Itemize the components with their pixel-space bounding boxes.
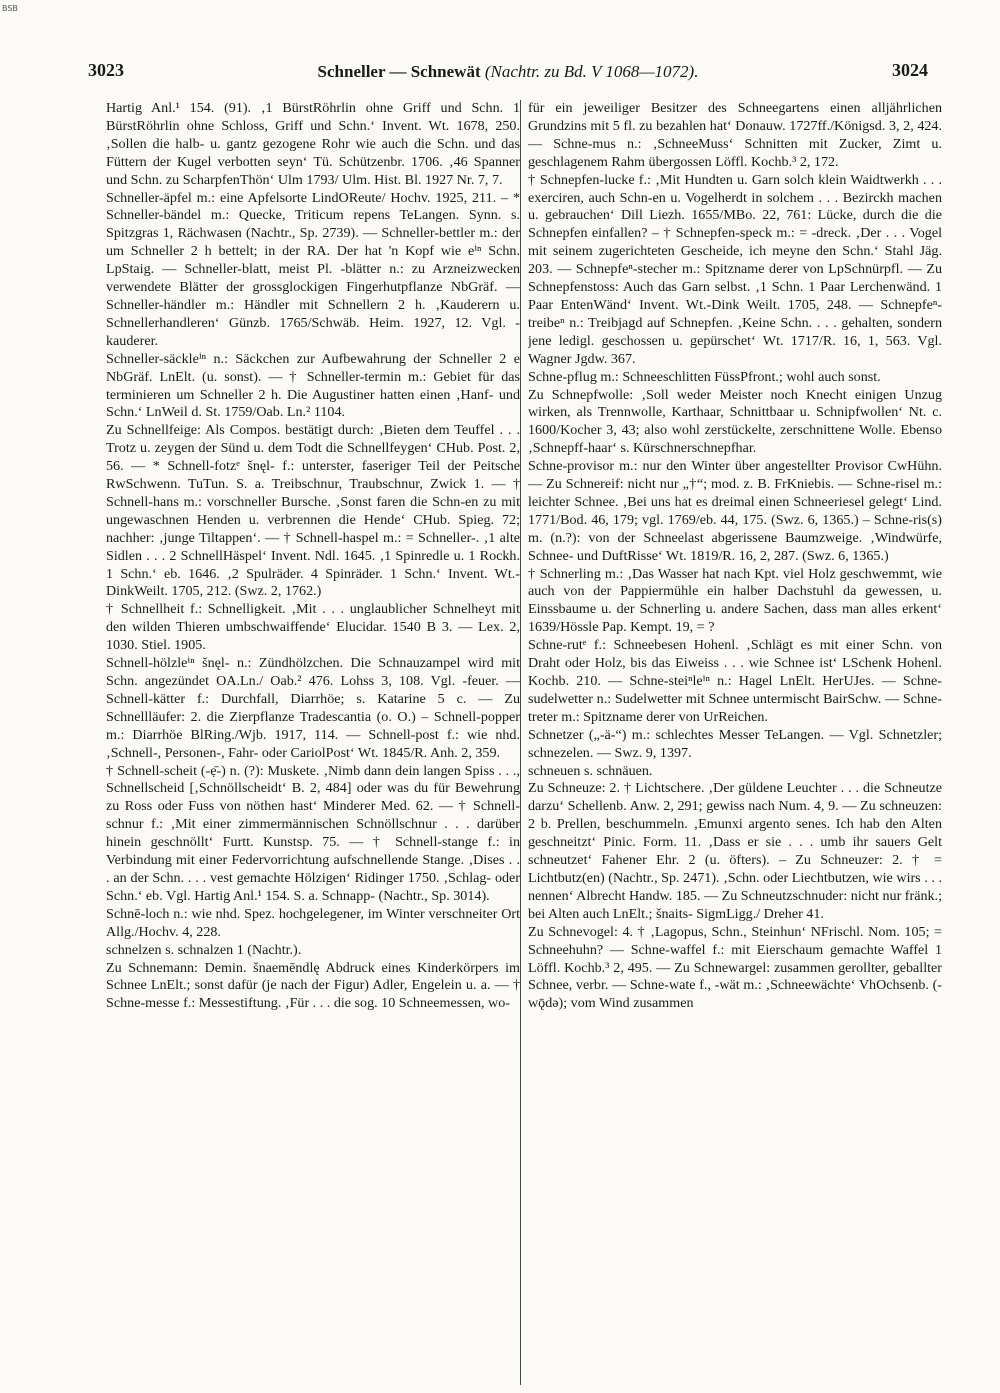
entry-paragraph: Schnell-hölzleⁱⁿ šnęl- n.: Zündhölzchen. Die Schnauzampel wird mit Schn. angezündet OA.Ln./ Oab.² 476. Lohss 3, 108. Vgl. -feuer. — Schnell-kätter f.: Durchfall, Diarrhöe; s. Katarine 5 c. — Zu Schnellläufer: 2. die Zierpflanze Tradescantia (o. O.) – Schnell-popper m.: Diarrhöe BlRing./Wjb. 1917, 114. — Schnell-post f.: wie nhd. ‚Schnell-, Personen-, Fahr- oder CariolPost‘ Wt. 1845/R. Anh. 2, 359. bbox=[106, 655, 520, 761]
entry-paragraph: † Schnerling m.: ‚Das Wasser hat nach Kpt. viel Holz geschwemmt, wie auch von der Pappiermühle ein halber Dachstuhl da gewessen, u. Einssbaume u. der Schnerling u. andere Sachen, dass man alles erkent‘ 1639/Hössle Pap. Kempt. 19, = ? bbox=[528, 565, 942, 636]
library-stamp: BSB bbox=[2, 4, 18, 13]
entry-paragraph: Schne-provisor m.: nur den Winter über angestellter Provisor CwHühn. — Zu Schnereif: nicht nur „†“; mod. z. B. FrKniebis. — Schne-risel m.: leichter Schnee. ‚Bei uns hat es dreimal einen Schneeriesel gelegt‘ Lind. 1771/Bod. 46, 179; vgl. 1769/eb. 44, 175. (Swz. 6, 1365.) – Schne-ris(s) m. (n.?): von der Schneelast abgerissene Baumzweige. ‚Windwürfe, Schnee- und DuftRisse‘ Wt. 1819/R. 16, 2, 287. (Swz. 6, 1365.) bbox=[528, 458, 942, 564]
page-header bbox=[88, 60, 928, 84]
entry-paragraph: Zu Schnemann: Demin. šnaemēndlę Abdruck eines Kinderkörpers im Schnee LnElt.; sonst dafür (je nach der Figur) Adler, Engelein u. a. — † Schne-messe f.: Messestiftung. ‚Für . . . die sog. 10 Schneemessen, wo- bbox=[106, 959, 520, 1012]
running-title bbox=[88, 62, 928, 82]
entry-paragraph: Zu Schneuze: 2. † Lichtschere. ‚Der güldene Leuchter . . . die Schneutze darzu‘ Schellenb. Anw. 2, 291; gewiss nach Num. 4, 9. — Zu schneuzen: 2 b. Prellen, beschummeln. ‚Emunxi argento senes. Ich hab den Alten geschneitzt‘ Pinic. Form. 11. ‚Dass er sie . . . umb ihr sauers Gelt schneutzet‘ Fahener Ehr. 2 (u. öfters). – Zu Schneuzer: 2. † = Lichtbutz(en) (Nachtr., Sp. 2471). ‚Schn. oder Liechtbutzen, wie wirs . . . nennen‘ Albrecht Handw. 185. — Zu Schneutzschnuder: nicht nur fränk.; bei Alten auch LnElt.; šnaits- SigmLigg./ Dreher 41. bbox=[528, 780, 942, 922]
left-column bbox=[106, 100, 520, 1385]
entry-paragraph: Schne-rutᵉ f.: Schneebesen Hohenl. ‚Schlägt es mit einer Schn. von Draht oder Holz, bis das Eiweiss . . . wie Schnee ist‘ LSchenk Hohenl. Kochb. 210. — Schne-steiⁿleⁱⁿ n.: Hagel LnElt. HerUJes. — Schne-sudelwetter n.: Sudelwetter mit Schnee untermischt BairSchw. — Schne-treter m.: Spitzname derer von UrReichen. bbox=[528, 637, 942, 725]
entry-paragraph: schneuen s. schnäuen. bbox=[528, 762, 653, 779]
running-title-note: (Nachtr. zu Bd. V 1068—1072). bbox=[484, 62, 699, 81]
entry-paragraph: Schneller-säckleⁱⁿ n.: Säckchen zur Aufbewahrung der Schneller 2 e NbGräf. LnElt. (u. sonst). — † Schneller-termin m.: Gebiet für das terminieren um Schneller 2 h. Die Augustiner hatten einen ‚Hanf- und Schn.‘ LnWeil d. St. 1759/Oab. Ln.² 1104. bbox=[106, 350, 520, 421]
entry-paragraph: Schnē-loch n.: wie nhd. Spez. hochgelegener, im Winter verschneiter Ort Allg./Hochv. 4, 228. bbox=[106, 905, 520, 940]
entry-paragraph: für ein jeweiliger Besitzer des Schneegartens einen alljährlichen Grundzins mit 5 fl. zu bezahlen hat‘ Donauw. 1727ff./Königsd. 3, 2, 424. — Schne-mus n.: ‚SchneeMuss‘ Schnitten mit Zucker, Zimt u. geschlagenem Rahm übergossen Löffl. Kochb.³ 2, 172. bbox=[528, 100, 942, 170]
entry-paragraph: Schnetzer („-ä-“) m.: schlechtes Messer TeLangen. — Vgl. Schnetzler; schnezelen. — Swz. 9, 1397. bbox=[528, 726, 942, 761]
entry-paragraph: Schne-pflug m.: Schneeschlitten FüssPfront.; wohl auch sonst. bbox=[528, 368, 881, 385]
column-divider bbox=[520, 100, 521, 1385]
running-title-main: Schneller — Schnewät bbox=[317, 62, 481, 81]
right-column bbox=[528, 100, 942, 1385]
entry-paragraph: Hartig Anl.¹ 154. (91). ‚1 BürstRöhrlin ohne Griff und Schn. 1 BürstRöhrlin ohne Schloss, Griff und Schn.‘ Invent. Wt. 1678, 250. ‚Sollen die halb- u. gantz gezogene Rohr wie auch die Schn. und das Füttern der Kugel verbotten seyn‘ Tü. Schützenbr. 1706. ‚46 Spanner und Schn. zu ScharpfenThön‘ Ulm 1793/ Ulm. Hist. Bl. 1927 Nr. 7, 7. bbox=[106, 100, 520, 188]
page-number-right: 3024 bbox=[892, 60, 928, 80]
entry-paragraph: † Schnepfen-lucke f.: ‚Mit Hundten u. Garn solch klein Waidtwerkh . . . exerciren, auch Schn-en u. Vogelherdt in solchem . . . Bezirckh machen u. gebrauchen‘ Dill Liezh. 1655/MBo. 22, 761: Lücke, durch die die Schnepfen einfallen? – † Schnepfen-speck m.: = -dreck. ‚Der . . . Vogel mit seinem zugerichteten Gescheide, ich meyne den Schn.‘ Stahl Jäg. 203. — Schnepfeⁿ-stecher m.: Spitzname derer von LpSchnürpfl. — Zu Schnepfenstoss: Auch das Garn selbst. ‚1 Schn. 1 Paar Lerchenwänd. 1 Paar EntenWänd‘ Invent. Wt.-Dink Weilt. 1705, 248. — Schnepfeⁿ-treibeⁿ n.: Treibjagd auf Schnepfen. ‚Keine Schn. . . . gehalten, sondern jene ledigl. geschossen u. gepürschet‘ Wt. 1717/R. 16, 1, 563. Vgl. Wagner Jgdw. 367. bbox=[528, 171, 942, 367]
entry-paragraph: Zu Schnevogel: 4. † ‚Lagopus, Schn., Steinhun‘ NFrischl. Nom. 105; = Schneehuhn? — Schne-waffel f.: mit Eierschaum gemachte Waffel 1 Löffl. Kochb.³ 2, 495. — Zu Schnewargel: zusammen gerollter, geballter Schnee, verbr. — Schne-wate f., -wät m.: ‚Schneewächte‘ VhOchsenb. (-wǭdə); vom Wind zusammen bbox=[528, 923, 942, 1012]
entry-paragraph: † Schnell-scheit (-ẹ̄-) n. (?): Muskete. ‚Nimb dann dein langen Spiss . . ., Schnellscheid [‚Schnöllscheidt‘ B. 2, 484] oder was du für Bewehrung zu Ross oder Fuss von nöthen hast‘ Minderer Med. 62. — † Schnell-schnur f.: ‚Mit einer zimmermännischen Schnöllschnur . . . darüber hinein geschnöllt‘ Furtt. Kunstsp. 75. — † Schnell-stange f.: in Verbindung mit einer Federvorrichtung aufschnellende Stange. ‚Dises . . . an der Schn. . . . vest gemachte Hölzigen‘ Ridinger 1750. ‚Schlag- oder Schn.‘ eb. Vgl. Hartig Anl.¹ 154. S. a. Schnapp- (Nachtr., Sp. 3014). bbox=[106, 762, 520, 904]
entry-paragraph: † Schnellheit f.: Schnelligkeit. ‚Mit . . . unglaublicher Schnelheyt mit den wilden Thieren umbschwaiffende‘ Elucidar. 1540 B 3. — Lex. 2, 1030. Stiel. 1905. bbox=[106, 601, 520, 654]
entry-paragraph: Zu Schnepfwolle: ‚Soll weder Meister noch Knecht einigen Unzug wirken, als Trennwolle, Karthaar, Schnittbaar u. Schnipfwollen‘ Nt. c. 1600/Kocher 3, 43; also wohl zerstückelte, zerschnittene Wolle. Ebenso ‚Schnepff-haar‘ s. Kürschnerschnepfhar. bbox=[528, 386, 942, 457]
entry-paragraph: Zu Schnellfeige: Als Compos. bestätigt durch: ‚Bieten dem Teuffel . . . Trotz u. zeygen der Sünd u. dem Todt die Schnellfeygen‘ CHub. Post. 2, 56. — * Schnell-fotzᵉ šnęl- f.: unterster, faseriger Teil der Peitsche RwSchwenn. TuTun. S. a. Treibschnur, Traubschnur, Zwick 1. — † Schnell-hans m.: vorschneller Bursche. ‚Sonst faren die Schn-en zu mit ungewaschnen Henden u. verbrennen die Hende‘ CHub. Spieg. 72; nachher: ‚junge Tiltappen‘. — † Schnell-haspel m.: = Schneller-. ‚1 alte Sidlen . . . 2 SchnellHäspel‘ Invent. Ndl. 1645. ‚1 Spinredle u. 1 Rockh. 1 Schn.‘ eb. 1646. ‚2 Spulräder. 4 Spinräder. 1 Schn.‘ Invent. Wt.-DinkWeilt. 1705, 212. (Swz. 2, 1762.) bbox=[106, 422, 520, 600]
page-number-left: 3023 bbox=[88, 60, 124, 80]
entry-paragraph: schnelzen s. schnalzen 1 (Nachtr.). bbox=[106, 941, 302, 958]
entry-paragraph: Schneller-äpfel m.: eine Apfelsorte LindOReute/ Hochv. 1925, 211. – * Schneller-bändel m.: Quecke, Triticum repens TeLangen. Synn. s. Spitzgras 1, Rächwasen (Nachtr., Sp. 2739). — Schneller-bettler m.: der um Schneller 2 h bettelt; in der RA. Der hat 'n Kopf wie eⁱⁿ Schn. LpStaig. — Schneller-blatt, meist Pl. -blätter n.: zu Arzneizwecken verwendete Blätter der grossglockigen Fingerhutpflanze NbGräf. — Schneller-händler m.: Händler mit Schnellern 2 h. ‚Kauderern u. Schnellerhandleren‘ Günzb. 1765/Schwäb. Heim. 1927, 12. Vgl. -kauderer. bbox=[106, 189, 520, 349]
